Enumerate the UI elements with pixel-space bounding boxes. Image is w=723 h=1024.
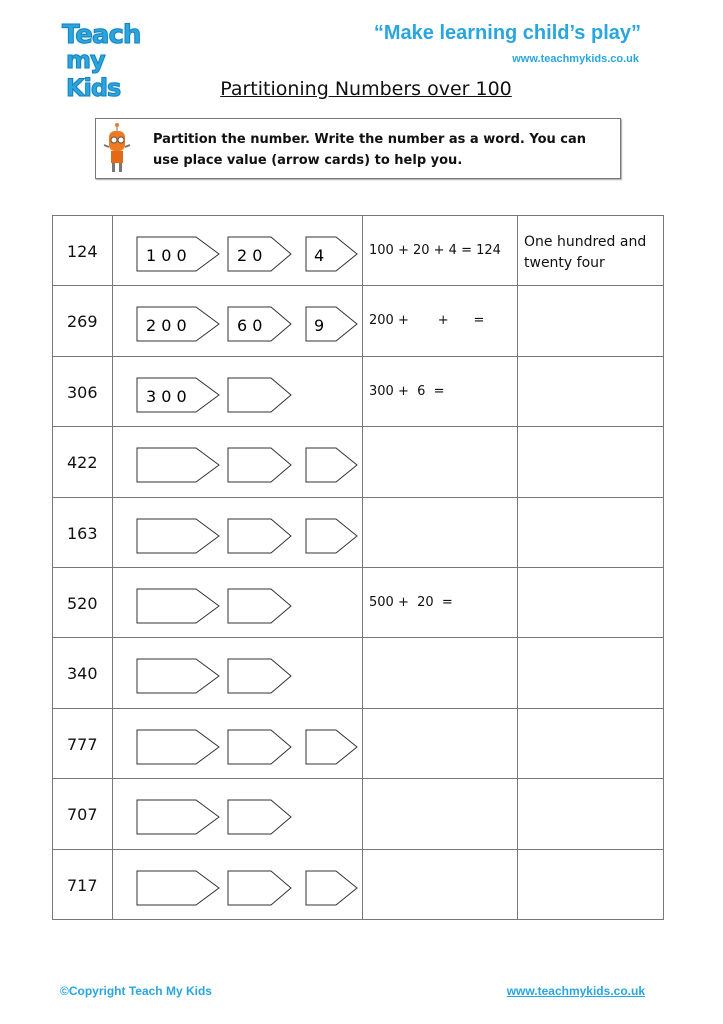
arrow-cards-cell (113, 286, 363, 356)
arrow-card-shape (228, 730, 291, 764)
word-cell[interactable] (518, 849, 664, 919)
arrow-cards (113, 216, 362, 285)
footer-link[interactable]: www.teachmykids.co.uk (506, 984, 645, 998)
header-website: www.teachmykids.co.uk (512, 53, 639, 65)
arrow-card[interactable] (306, 237, 357, 271)
arrow-card[interactable] (137, 448, 219, 482)
number: 163 (67, 523, 98, 543)
arrow-card-value: 2 0 0 (146, 316, 187, 336)
number: 520 (67, 593, 98, 613)
number-cell (53, 497, 113, 567)
teach-my-kids-logo (58, 20, 158, 102)
number-cell (53, 216, 113, 286)
slogan: “Make learning child’s play” (373, 22, 641, 44)
table-row (53, 427, 664, 497)
arrow-cards (113, 850, 362, 919)
arrow-cards-cell (113, 497, 363, 567)
arrow-card[interactable] (228, 730, 291, 764)
sum-cell[interactable] (363, 638, 518, 708)
arrow-card-shape (228, 659, 291, 693)
arrow-card[interactable] (228, 237, 291, 271)
arrow-card-shape (228, 519, 291, 553)
arrow-card-shape (137, 800, 219, 834)
arrow-card-shape (306, 519, 357, 553)
number: 306 (67, 382, 98, 402)
instructions-text (153, 129, 586, 171)
arrow-card[interactable] (228, 307, 291, 341)
instructions-box (95, 118, 621, 179)
arrow-card[interactable] (137, 519, 219, 553)
robot-icon (102, 123, 132, 175)
number-word: One hundred and twenty four (524, 234, 647, 271)
arrow-card[interactable] (137, 589, 219, 623)
arrow-cards (113, 709, 362, 778)
arrow-card-shape (137, 519, 219, 553)
arrow-card[interactable] (137, 378, 219, 412)
sum-cell[interactable] (363, 286, 518, 356)
word-cell[interactable] (518, 356, 664, 426)
arrow-card-shape (228, 448, 291, 482)
table-row (53, 779, 664, 849)
sum-cell[interactable] (363, 356, 518, 426)
arrow-card-value: 6 0 (237, 316, 263, 336)
arrow-card-shape (137, 659, 219, 693)
table-row (53, 849, 664, 919)
word-cell[interactable] (518, 497, 664, 567)
arrow-cards (113, 779, 362, 848)
number: 777 (67, 734, 98, 754)
word-cell[interactable] (518, 286, 664, 356)
arrow-card-shape (228, 378, 291, 412)
arrow-card[interactable] (228, 448, 291, 482)
page-title: Partitioning Numbers over 100 (220, 78, 512, 100)
sum-cell[interactable] (363, 427, 518, 497)
word-cell[interactable] (518, 427, 664, 497)
arrow-card-shape (137, 871, 219, 905)
arrow-card-shape (137, 589, 219, 623)
table-row (53, 286, 664, 356)
arrow-card-shape (228, 589, 291, 623)
arrow-cards-cell (113, 356, 363, 426)
logo-text-line2: my Kids (66, 46, 121, 102)
sum-cell[interactable] (363, 779, 518, 849)
arrow-card[interactable] (137, 307, 219, 341)
partition-sum: 200 + + = (369, 313, 485, 329)
number-cell (53, 779, 113, 849)
arrow-cards (113, 638, 362, 707)
arrow-cards-cell (113, 638, 363, 708)
arrow-cards-cell (113, 779, 363, 849)
arrow-card-shape (137, 448, 219, 482)
arrow-card[interactable] (228, 519, 291, 553)
arrow-card-value: 4 (314, 246, 325, 265)
number-cell (53, 356, 113, 426)
arrow-cards-cell (113, 567, 363, 637)
table-row (53, 708, 664, 778)
arrow-card[interactable] (137, 800, 219, 834)
number: 124 (67, 242, 98, 261)
number-cell (53, 427, 113, 497)
arrow-card[interactable] (306, 730, 357, 764)
word-cell[interactable] (518, 708, 664, 778)
arrow-card-shape (137, 730, 219, 764)
partition-sum: 500 + 20 = (369, 594, 453, 610)
arrow-card-value: 3 0 0 (146, 386, 187, 406)
number: 422 (67, 453, 98, 473)
arrow-card[interactable] (306, 448, 357, 482)
number-cell (53, 708, 113, 778)
arrow-cards (113, 498, 362, 567)
arrow-card-shape (228, 871, 291, 905)
arrow-card[interactable] (228, 589, 291, 623)
word-cell[interactable] (518, 216, 664, 286)
sum-cell[interactable] (363, 216, 518, 286)
instructions-line1: Partition the number. Write the number as a word. You can (153, 132, 587, 147)
partition-table (52, 215, 664, 920)
arrow-card[interactable] (137, 237, 219, 271)
arrow-cards (113, 286, 362, 355)
arrow-cards (113, 427, 362, 496)
table-row (53, 216, 664, 286)
arrow-card-shape (306, 730, 357, 764)
number: 269 (67, 312, 98, 332)
arrow-card[interactable] (306, 871, 357, 905)
arrow-card-shape (306, 871, 357, 905)
sum-cell[interactable] (363, 708, 518, 778)
word-cell[interactable] (518, 779, 664, 849)
number: 340 (67, 664, 98, 684)
logo-text-line1: Teach (62, 20, 141, 50)
table-row (53, 356, 664, 426)
number-cell (53, 286, 113, 356)
arrow-cards-cell (113, 708, 363, 778)
sum-cell[interactable] (363, 567, 518, 637)
number-cell (53, 849, 113, 919)
arrow-card[interactable] (228, 800, 291, 834)
arrow-card[interactable] (137, 871, 219, 905)
arrow-cards (113, 357, 362, 426)
arrow-card-value: 9 (314, 316, 325, 336)
arrow-card-shape (228, 800, 291, 834)
arrow-cards-cell (113, 849, 363, 919)
instructions-line2: use place value (arrow cards) to help you. (153, 153, 463, 168)
sum-cell[interactable] (363, 497, 518, 567)
partition-sum: 100 + 20 + 4 = 124 (369, 243, 501, 258)
table-row (53, 497, 664, 567)
sum-cell[interactable] (363, 849, 518, 919)
number-cell (53, 638, 113, 708)
arrow-card[interactable] (137, 730, 219, 764)
arrow-card[interactable] (306, 519, 357, 553)
arrow-card-value: 2 0 (237, 246, 263, 265)
arrow-card-shape (306, 448, 357, 482)
arrow-cards (113, 568, 362, 637)
arrow-card[interactable] (137, 659, 219, 693)
arrow-card[interactable] (228, 871, 291, 905)
arrow-cards-cell (113, 216, 363, 286)
arrow-card[interactable] (228, 659, 291, 693)
arrow-cards-cell (113, 427, 363, 497)
arrow-card[interactable] (306, 307, 357, 341)
arrow-card[interactable] (228, 378, 291, 412)
number-cell (53, 567, 113, 637)
partition-sum: 300 + 6 = (369, 383, 445, 399)
arrow-card-value: 1 0 0 (146, 246, 187, 265)
table-row (53, 638, 664, 708)
copyright: ©Copyright Teach My Kids (60, 984, 212, 998)
number: 707 (67, 805, 98, 825)
table-row (53, 567, 664, 637)
number: 717 (67, 875, 98, 895)
word-cell[interactable] (518, 567, 664, 637)
word-cell[interactable] (518, 638, 664, 708)
